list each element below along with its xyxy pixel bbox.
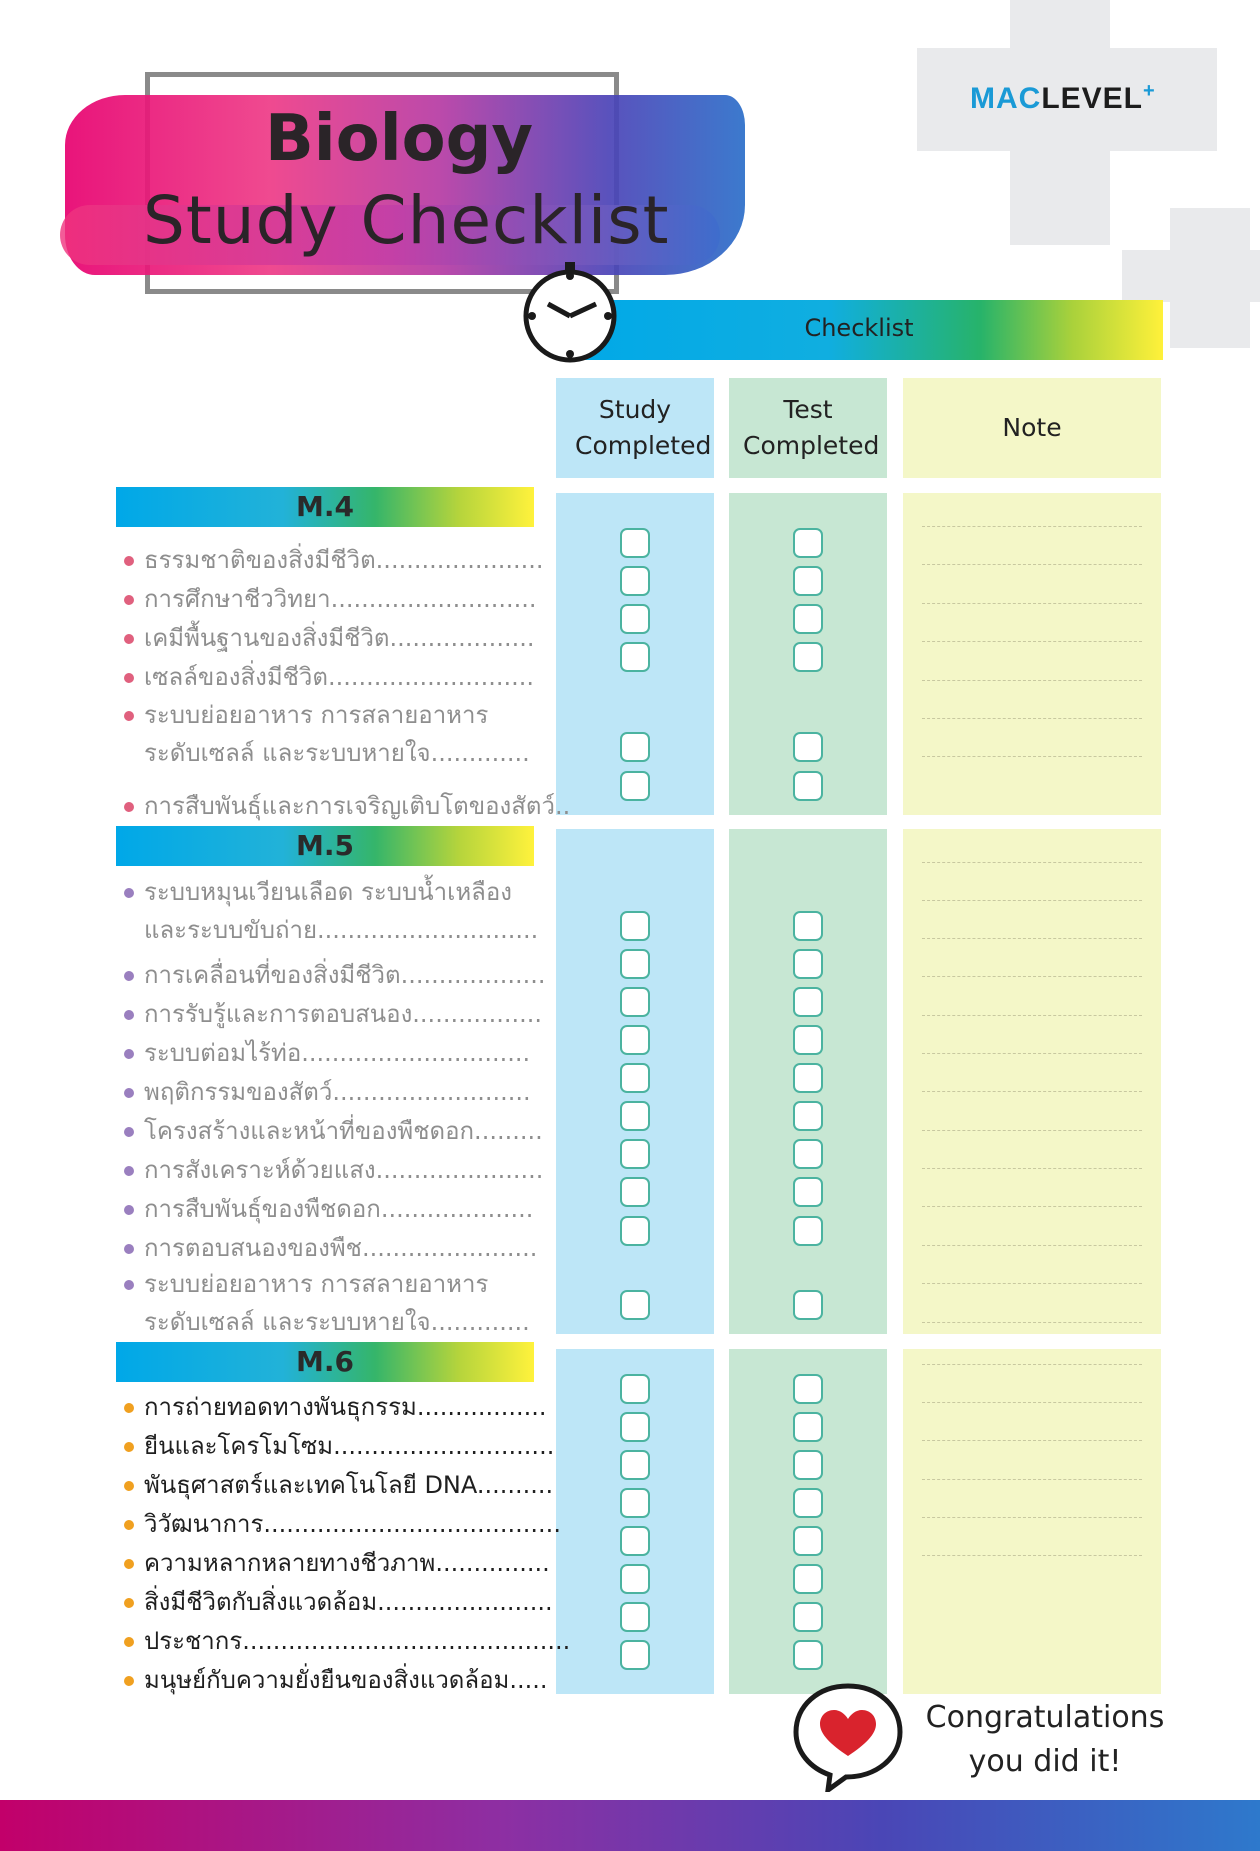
list-item: การตอบสนองของพืช....................... (124, 1228, 537, 1267)
study-completed-checkbox[interactable] (620, 1290, 650, 1320)
checklist-bar (555, 300, 1163, 360)
list-item: มนุษย์กับความยั่งยืนของสิ่งแวดล้อม..... (124, 1660, 547, 1699)
study-completed-checkbox[interactable] (620, 949, 650, 979)
bullet-dot (124, 1520, 134, 1530)
study-completed-checkbox[interactable] (620, 1101, 650, 1131)
note-line[interactable] (922, 1555, 1142, 1556)
note-line[interactable] (922, 603, 1142, 604)
note-line[interactable] (922, 718, 1142, 719)
bullet-dot (124, 1010, 134, 1020)
title-line1: Biology (265, 102, 534, 176)
note-line[interactable] (922, 564, 1142, 565)
bullet-dot (124, 1403, 134, 1413)
bullet-dot (124, 1166, 134, 1176)
list-item: ระบบต่อมไร้ท่อ.............................. (124, 1033, 530, 1072)
note-line[interactable] (922, 938, 1142, 939)
congratulations-text: Congratulations you did it! (925, 1700, 1165, 1779)
bullet-dot (124, 711, 134, 721)
note-line[interactable] (922, 900, 1142, 901)
note-line[interactable] (922, 1053, 1142, 1054)
list-item: ระบบย่อยอาหาร การสลายอาหาร ระดับเซลล์ และระบบหายใจ............. (124, 696, 530, 772)
list-item: เซลล์ของสิ่งมีชีวิต........................... (124, 657, 534, 696)
bullet-dot (124, 1481, 134, 1491)
bullet-dot (124, 1280, 134, 1290)
note-column-m4 (903, 493, 1161, 815)
test-completed-checkbox[interactable] (793, 1602, 823, 1632)
test-completed-checkbox[interactable] (793, 1640, 823, 1670)
note-column-m6 (903, 1349, 1161, 1694)
heart-speech-bubble-icon (790, 1680, 906, 1792)
note-line[interactable] (922, 1440, 1142, 1441)
bullet-dot (124, 1559, 134, 1569)
test-completed-checkbox[interactable] (793, 1488, 823, 1518)
study-completed-checkbox[interactable] (620, 1374, 650, 1404)
test-completed-checkbox[interactable] (793, 1177, 823, 1207)
note-line[interactable] (922, 1091, 1142, 1092)
test-completed-checkbox[interactable] (793, 949, 823, 979)
study-completed-checkbox[interactable] (620, 771, 650, 801)
test-completed-checkbox[interactable] (793, 732, 823, 762)
bg-plus-shape (1122, 250, 1260, 302)
bullet-dot (124, 971, 134, 981)
bullet-dot (124, 1127, 134, 1137)
test-completed-checkbox[interactable] (793, 987, 823, 1017)
bullet-dot (124, 556, 134, 566)
bullet-dot (124, 1442, 134, 1452)
clock-icon (518, 258, 622, 366)
bullet-dot (124, 595, 134, 605)
test-completed-header: Test Completed (729, 378, 887, 478)
bullet-dot (124, 1088, 134, 1098)
note-line[interactable] (922, 1283, 1142, 1284)
test-completed-checkbox[interactable] (793, 1412, 823, 1442)
list-item: การศึกษาชีววิทยา........................... (124, 579, 537, 618)
list-item: การเคลื่อนที่ของสิ่งมีชีวิต................... (124, 955, 546, 994)
bullet-dot (124, 634, 134, 644)
test-completed-checkbox[interactable] (793, 1290, 823, 1320)
study-completed-checkbox[interactable] (620, 1025, 650, 1055)
list-item: ยีนและโครโมโซม............................. (124, 1426, 554, 1465)
list-item: ระบบย่อยอาหาร การสลายอาหาร ระดับเซลล์ และระบบหายใจ............. (124, 1265, 530, 1341)
study-completed-checkbox[interactable] (620, 1526, 650, 1556)
study-completed-checkbox[interactable] (620, 732, 650, 762)
bullet-dot (124, 888, 134, 898)
section-bar-m6: M.6 (116, 1342, 534, 1382)
study-completed-checkbox[interactable] (620, 1177, 650, 1207)
note-line[interactable] (922, 1517, 1142, 1518)
list-item: ธรรมชาติของสิ่งมีชีวิต...................... (124, 540, 544, 579)
study-completed-checkbox[interactable] (620, 528, 650, 558)
note-line[interactable] (922, 1015, 1142, 1016)
checklist-label: Checklist (804, 314, 914, 342)
test-completed-checkbox[interactable] (793, 1374, 823, 1404)
study-completed-checkbox[interactable] (620, 911, 650, 941)
list-item: การสังเคราะห์ด้วยแสง...................... (124, 1150, 543, 1189)
note-line[interactable] (922, 1402, 1142, 1403)
note-line[interactable] (922, 976, 1142, 977)
list-item: ความหลากหลายทางชีวภาพ............... (124, 1543, 550, 1582)
list-item: พฤติกรรมของสัตว์.......................... (124, 1072, 531, 1111)
test-completed-checkbox[interactable] (793, 528, 823, 558)
bullet-dot (124, 1244, 134, 1254)
note-line[interactable] (922, 1168, 1142, 1169)
note-line[interactable] (922, 526, 1142, 527)
note-header: Note (903, 378, 1161, 478)
list-item: การสืบพันธุ์และการเจริญเติบโตของสัตว์.. (124, 786, 570, 825)
note-line[interactable] (922, 641, 1142, 642)
test-completed-checkbox[interactable] (793, 1139, 823, 1169)
test-completed-checkbox[interactable] (793, 604, 823, 634)
note-line[interactable] (922, 1479, 1142, 1480)
study-completed-checkbox[interactable] (620, 1602, 650, 1632)
section-bar-m4: M.4 (116, 487, 534, 527)
note-column-m5 (903, 829, 1161, 1334)
study-completed-checkbox[interactable] (620, 1450, 650, 1480)
title-line2: Study Checklist (143, 182, 670, 259)
bullet-dot (124, 673, 134, 683)
list-item: วิวัฒนาการ....................................... (124, 1504, 561, 1543)
study-completed-checkbox[interactable] (620, 1564, 650, 1594)
list-item: พันธุศาสตร์และเทคโนโลยี DNA.......... (124, 1465, 553, 1504)
study-completed-checkbox[interactable] (620, 1488, 650, 1518)
test-completed-checkbox[interactable] (793, 1063, 823, 1093)
study-completed-checkbox[interactable] (620, 1063, 650, 1093)
note-line[interactable] (922, 862, 1142, 863)
bullet-dot (124, 1637, 134, 1647)
bullet-dot (124, 1598, 134, 1608)
test-completed-checkbox[interactable] (793, 1526, 823, 1556)
note-line[interactable] (922, 1322, 1142, 1323)
bullet-dot (124, 1049, 134, 1059)
test-completed-checkbox[interactable] (793, 771, 823, 801)
list-item: เคมีพื้นฐานของสิ่งมีชีวิต................... (124, 618, 534, 657)
study-completed-header: Study Completed (556, 378, 714, 478)
test-completed-checkbox[interactable] (793, 1564, 823, 1594)
note-line[interactable] (922, 1130, 1142, 1131)
list-item: สิ่งมีชีวิตกับสิ่งแวดล้อม....................... (124, 1582, 553, 1621)
bullet-dot (124, 1676, 134, 1686)
test-completed-checkbox[interactable] (793, 1101, 823, 1131)
maclevel-logo: MACLEVEL+ (970, 80, 1156, 115)
study-completed-checkbox[interactable] (620, 1139, 650, 1169)
note-line[interactable] (922, 680, 1142, 681)
note-line[interactable] (922, 1206, 1142, 1207)
study-completed-checkbox[interactable] (620, 1412, 650, 1442)
bottom-brush-band (0, 1800, 1260, 1851)
list-item: การสืบพันธุ์ของพืชดอก.................... (124, 1189, 533, 1228)
bullet-dot (124, 1205, 134, 1215)
test-completed-checkbox[interactable] (793, 1216, 823, 1246)
list-item: โครงสร้างและหน้าที่ของพืชดอก......... (124, 1111, 543, 1150)
study-completed-checkbox[interactable] (620, 566, 650, 596)
note-line[interactable] (922, 1364, 1142, 1365)
test-completed-checkbox[interactable] (793, 911, 823, 941)
test-completed-checkbox[interactable] (793, 566, 823, 596)
note-line[interactable] (922, 756, 1142, 757)
test-completed-checkbox[interactable] (793, 1025, 823, 1055)
study-completed-checkbox[interactable] (620, 1640, 650, 1670)
study-completed-checkbox[interactable] (620, 642, 650, 672)
test-completed-checkbox[interactable] (793, 1450, 823, 1480)
study-completed-checkbox[interactable] (620, 604, 650, 634)
list-item: การถ่ายทอดทางพันธุกรรม................. (124, 1387, 547, 1426)
list-item: ประชากร........................................... (124, 1621, 570, 1660)
study-completed-checkbox[interactable] (620, 987, 650, 1017)
section-bar-m5: M.5 (116, 826, 534, 866)
bullet-dot (124, 802, 134, 812)
test-completed-checkbox[interactable] (793, 642, 823, 672)
study-completed-checkbox[interactable] (620, 1216, 650, 1246)
list-item: การรับรู้และการตอบสนอง................. (124, 994, 542, 1033)
list-item: ระบบหมุนเวียนเลือด ระบบน้ำเหลือง และระบบขับถ่าย............................. (124, 873, 538, 949)
note-line[interactable] (922, 1245, 1142, 1246)
